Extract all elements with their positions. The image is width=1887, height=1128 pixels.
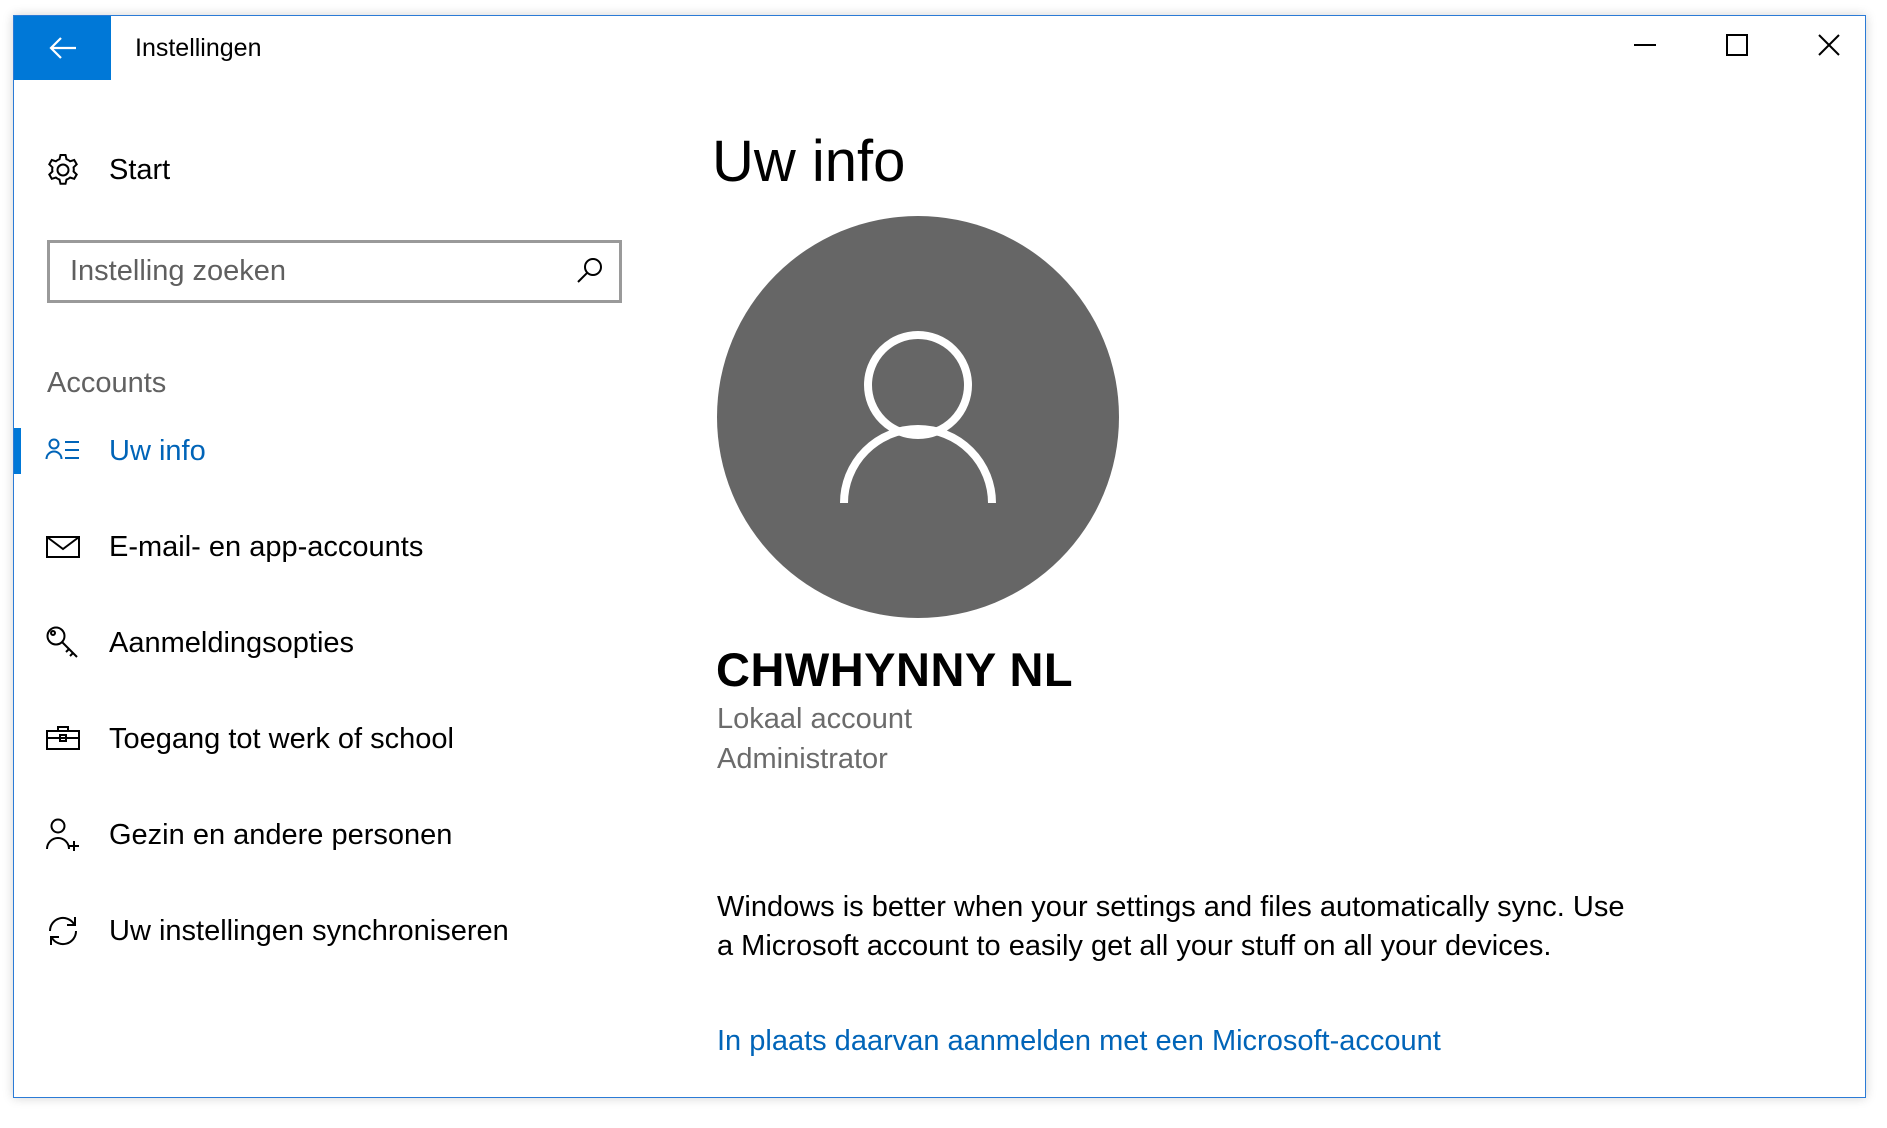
maximize-icon bbox=[1725, 33, 1749, 57]
minimize-button[interactable] bbox=[1599, 16, 1691, 74]
back-button[interactable] bbox=[14, 16, 111, 80]
search-input[interactable] bbox=[50, 243, 550, 300]
close-icon bbox=[1817, 33, 1841, 57]
microsoft-account-link[interactable]: In plaats daarvan aanmelden met een Microsoft-account bbox=[717, 1025, 1441, 1057]
user-avatar-icon bbox=[838, 327, 998, 507]
sidebar-item-label: Uw info bbox=[109, 434, 206, 467]
sidebar-item-start[interactable] bbox=[14, 140, 654, 200]
account-type: Lokaal account bbox=[717, 703, 913, 735]
maximize-button[interactable] bbox=[1691, 16, 1783, 74]
sync-icon bbox=[45, 913, 81, 949]
window-title: Instellingen bbox=[135, 34, 262, 62]
sidebar-item-label: E-mail- en app-accounts bbox=[109, 530, 424, 563]
settings-window bbox=[13, 15, 1866, 1098]
arrow-left-icon bbox=[48, 36, 78, 60]
search-box bbox=[47, 240, 622, 303]
sidebar-item-label: Gezin en andere personen bbox=[109, 818, 453, 851]
avatar[interactable] bbox=[717, 216, 1119, 618]
sidebar-item-label: Toegang tot werk of school bbox=[109, 722, 454, 755]
search-icon[interactable] bbox=[575, 256, 605, 286]
page-title: Uw info bbox=[712, 129, 906, 194]
sidebar-item-label: Aanmeldingsopties bbox=[109, 626, 355, 659]
sidebar-item-uw-info[interactable] bbox=[14, 416, 654, 486]
sidebar-item-sign-in-options[interactable] bbox=[14, 608, 654, 678]
minimize-icon bbox=[1633, 33, 1657, 57]
sync-info-text: Windows is better when your settings and files automatically sync. Use a Microsoft account to easily get all your stuff on all your devices. bbox=[717, 891, 1625, 962]
sidebar-item-email-accounts[interactable] bbox=[14, 512, 654, 582]
sidebar bbox=[14, 80, 654, 1080]
add-person-icon bbox=[45, 817, 81, 853]
contact-info-icon bbox=[45, 433, 81, 469]
sidebar-item-label: Start bbox=[109, 153, 171, 186]
user-name: CHWHYNNY NL bbox=[716, 643, 1074, 696]
active-indicator bbox=[14, 428, 21, 474]
briefcase-icon bbox=[45, 721, 81, 757]
sidebar-item-work-school[interactable] bbox=[14, 704, 654, 774]
key-icon bbox=[45, 625, 81, 661]
mail-icon bbox=[45, 529, 81, 565]
section-heading-accounts: Accounts bbox=[47, 367, 167, 399]
account-role: Administrator bbox=[717, 743, 888, 775]
close-button[interactable] bbox=[1783, 16, 1866, 74]
sidebar-item-family[interactable] bbox=[14, 800, 654, 870]
sidebar-item-label: Uw instellingen synchroniseren bbox=[109, 914, 509, 947]
title-bar bbox=[14, 16, 1865, 80]
sidebar-item-sync[interactable] bbox=[14, 896, 654, 966]
gear-icon bbox=[45, 152, 81, 188]
